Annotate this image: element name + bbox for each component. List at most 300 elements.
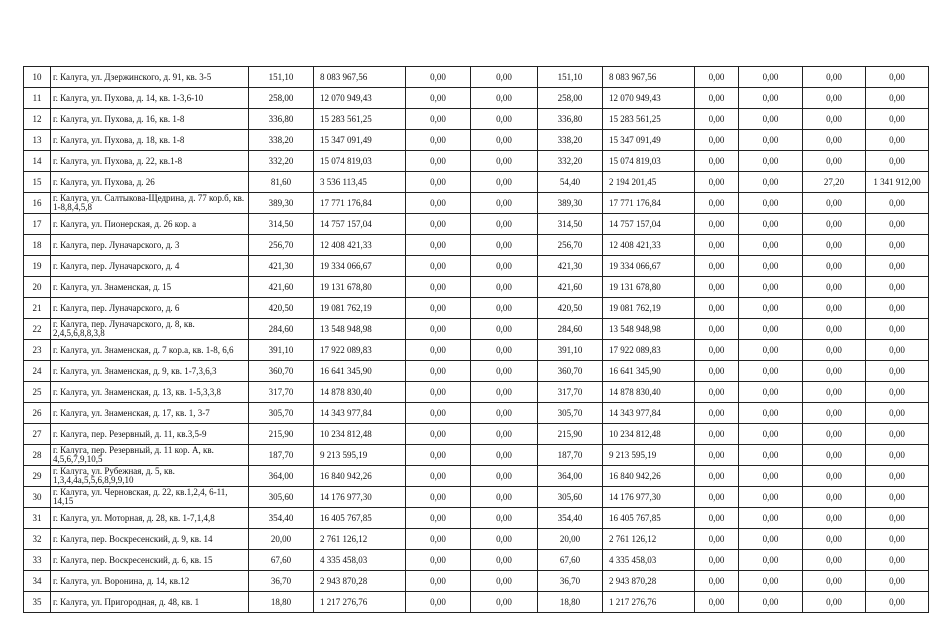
value-cell: 0,00 (695, 508, 739, 529)
address-cell: г. Калуга, пер. Резервный, д. 11, кв.3,5-9 (51, 424, 249, 445)
row-number: 23 (24, 340, 51, 361)
value-cell: 0,00 (739, 193, 803, 214)
value-cell: 0,00 (471, 235, 538, 256)
value-cell: 0,00 (866, 235, 929, 256)
value-cell: 0,00 (866, 88, 929, 109)
cost-total-cell: 15 074 819,03 (314, 151, 406, 172)
cost-total-cell: 12 070 949,43 (314, 88, 406, 109)
value-cell: 0,00 (695, 424, 739, 445)
area-total-cell: 305,60 (249, 487, 314, 508)
value-cell: 0,00 (695, 130, 739, 151)
value-cell: 0,00 (803, 403, 866, 424)
value-cell: 0,00 (471, 109, 538, 130)
table-row (24, 172, 929, 193)
row-number: 16 (24, 193, 51, 214)
value-cell: 0,00 (471, 529, 538, 550)
value-cell: 0,00 (803, 151, 866, 172)
table-row (24, 88, 929, 109)
value-cell: 0,00 (739, 151, 803, 172)
table-row (24, 382, 929, 403)
row-number: 35 (24, 592, 51, 613)
value-cell: 0,00 (803, 298, 866, 319)
cost-total-cell: 19 131 678,80 (314, 277, 406, 298)
area-total-cell: 314,50 (249, 214, 314, 235)
value-cell: 0,00 (803, 319, 866, 340)
cost-total-cell: 9 213 595,19 (314, 445, 406, 466)
value-cell: 0,00 (695, 319, 739, 340)
value-cell: 0,00 (866, 214, 929, 235)
address-cell: г. Калуга, ул. Знаменская, д. 13, кв. 1-5,3,3,8 (51, 382, 249, 403)
value-cell: 0,00 (695, 487, 739, 508)
value-cell: 0,00 (866, 508, 929, 529)
value-cell: 0,00 (739, 319, 803, 340)
row-number: 12 (24, 109, 51, 130)
value-cell: 0,00 (739, 424, 803, 445)
cost-cell: 16 840 942,26 (603, 466, 695, 487)
area-cell: 364,00 (538, 466, 603, 487)
area-total-cell: 421,30 (249, 256, 314, 277)
value-cell: 0,00 (471, 403, 538, 424)
value-cell: 0,00 (471, 571, 538, 592)
address-cell: г. Калуга, ул. Пухова, д. 16, кв. 1-8 (51, 109, 249, 130)
value-cell: 0,00 (803, 466, 866, 487)
row-number: 15 (24, 172, 51, 193)
row-number: 22 (24, 319, 51, 340)
value-cell: 0,00 (866, 403, 929, 424)
row-number: 17 (24, 214, 51, 235)
row-number: 26 (24, 403, 51, 424)
area-cell: 421,60 (538, 277, 603, 298)
value-cell: 0,00 (695, 67, 739, 88)
value-cell: 0,00 (695, 571, 739, 592)
value-cell: 0,00 (471, 445, 538, 466)
value-cell: 0,00 (803, 256, 866, 277)
area-cell: 332,20 (538, 151, 603, 172)
value-cell: 0,00 (739, 382, 803, 403)
value-cell: 0,00 (695, 277, 739, 298)
value-cell: 0,00 (471, 508, 538, 529)
area-total-cell: 81,60 (249, 172, 314, 193)
address-cell: г. Калуга, ул. Пухова, д. 14, кв. 1-3,6-10 (51, 88, 249, 109)
cost-total-cell: 17 771 176,84 (314, 193, 406, 214)
cost-total-cell: 14 176 977,30 (314, 487, 406, 508)
area-total-cell: 187,70 (249, 445, 314, 466)
cost-total-cell: 1 217 276,76 (314, 592, 406, 613)
address-cell: г. Калуга, пер. Луначарского, д. 3 (51, 235, 249, 256)
cost-cell: 15 283 561,25 (603, 109, 695, 130)
area-total-cell: 354,40 (249, 508, 314, 529)
cost-cell: 9 213 595,19 (603, 445, 695, 466)
cost-cell: 19 081 762,19 (603, 298, 695, 319)
cost-total-cell: 15 283 561,25 (314, 109, 406, 130)
cost-cell: 19 131 678,80 (603, 277, 695, 298)
area-cell: 336,80 (538, 109, 603, 130)
value-cell: 0,00 (739, 109, 803, 130)
value-cell: 0,00 (866, 382, 929, 403)
row-number: 11 (24, 88, 51, 109)
value-cell: 0,00 (406, 571, 471, 592)
value-cell: 0,00 (866, 193, 929, 214)
cost-total-cell: 14 343 977,84 (314, 403, 406, 424)
area-total-cell: 338,20 (249, 130, 314, 151)
address-cell: г. Калуга, пер. Луначарского, д. 6 (51, 298, 249, 319)
value-cell: 0,00 (406, 403, 471, 424)
value-cell: 0,00 (739, 130, 803, 151)
cost-total-cell: 2 761 126,12 (314, 529, 406, 550)
cost-cell: 17 771 176,84 (603, 193, 695, 214)
value-cell: 0,00 (406, 214, 471, 235)
value-cell: 0,00 (803, 67, 866, 88)
value-cell: 0,00 (803, 193, 866, 214)
value-cell: 27,20 (803, 172, 866, 193)
address-cell: г. Калуга, ул. Пионерская, д. 26 кор. а (51, 214, 249, 235)
cost-total-cell: 17 922 089,83 (314, 340, 406, 361)
value-cell: 0,00 (695, 235, 739, 256)
area-cell: 215,90 (538, 424, 603, 445)
value-cell: 0,00 (695, 445, 739, 466)
value-cell: 0,00 (471, 151, 538, 172)
value-cell: 0,00 (866, 487, 929, 508)
value-cell: 0,00 (695, 151, 739, 172)
value-cell: 0,00 (739, 466, 803, 487)
table-row (24, 256, 929, 277)
value-cell: 0,00 (866, 445, 929, 466)
value-cell: 0,00 (803, 340, 866, 361)
cost-total-cell: 16 405 767,85 (314, 508, 406, 529)
value-cell: 0,00 (406, 256, 471, 277)
table-row (24, 487, 929, 508)
area-cell: 338,20 (538, 130, 603, 151)
value-cell: 0,00 (695, 256, 739, 277)
row-number: 14 (24, 151, 51, 172)
value-cell: 0,00 (406, 172, 471, 193)
address-cell: г. Калуга, ул. Знаменская, д. 17, кв. 1, 3-7 (51, 403, 249, 424)
cost-total-cell: 16 840 942,26 (314, 466, 406, 487)
table-row (24, 508, 929, 529)
area-total-cell: 420,50 (249, 298, 314, 319)
value-cell: 0,00 (471, 382, 538, 403)
address-cell: г. Калуга, ул. Знаменская, д. 7 кор.а, кв. 1-8, 6,6 (51, 340, 249, 361)
area-total-cell: 36,70 (249, 571, 314, 592)
row-number: 19 (24, 256, 51, 277)
value-cell: 0,00 (739, 172, 803, 193)
area-cell: 20,00 (538, 529, 603, 550)
address-cell: г. Калуга, ул. Знаменская, д. 15 (51, 277, 249, 298)
area-total-cell: 258,00 (249, 88, 314, 109)
row-number: 10 (24, 67, 51, 88)
address-cell: г. Калуга, пер. Воскресенский, д. 6, кв. 15 (51, 550, 249, 571)
value-cell: 0,00 (471, 298, 538, 319)
table-row (24, 529, 929, 550)
value-cell: 0,00 (406, 109, 471, 130)
value-cell: 0,00 (866, 340, 929, 361)
value-cell: 0,00 (471, 487, 538, 508)
value-cell: 0,00 (406, 130, 471, 151)
area-cell: 421,30 (538, 256, 603, 277)
table-row (24, 445, 929, 466)
cost-cell: 2 194 201,45 (603, 172, 695, 193)
table-row (24, 235, 929, 256)
cost-cell: 12 408 421,33 (603, 235, 695, 256)
area-total-cell: 336,80 (249, 109, 314, 130)
value-cell: 0,00 (803, 592, 866, 613)
cost-cell: 1 217 276,76 (603, 592, 695, 613)
table-row (24, 424, 929, 445)
area-cell: 258,00 (538, 88, 603, 109)
value-cell: 0,00 (803, 88, 866, 109)
cost-total-cell: 8 083 967,56 (314, 67, 406, 88)
cost-total-cell: 12 408 421,33 (314, 235, 406, 256)
cost-cell: 10 234 812,48 (603, 424, 695, 445)
row-number: 30 (24, 487, 51, 508)
row-number: 18 (24, 235, 51, 256)
value-cell: 0,00 (471, 592, 538, 613)
value-cell: 0,00 (406, 88, 471, 109)
value-cell: 0,00 (695, 466, 739, 487)
value-cell: 0,00 (406, 361, 471, 382)
value-cell: 0,00 (866, 529, 929, 550)
value-cell: 0,00 (739, 256, 803, 277)
row-number: 13 (24, 130, 51, 151)
address-cell: г. Калуга, ул. Пухова, д. 18, кв. 1-8 (51, 130, 249, 151)
area-total-cell: 391,10 (249, 340, 314, 361)
table-row (24, 403, 929, 424)
table-row (24, 67, 929, 88)
table-row (24, 298, 929, 319)
table-row (24, 550, 929, 571)
cost-total-cell: 10 234 812,48 (314, 424, 406, 445)
table-row (24, 466, 929, 487)
address-cell: г. Калуга, ул. Знаменская, д. 9, кв. 1-7,3,6,3 (51, 361, 249, 382)
value-cell: 0,00 (803, 571, 866, 592)
value-cell: 0,00 (406, 277, 471, 298)
value-cell: 0,00 (406, 466, 471, 487)
address-cell: г. Калуга, ул. Пухова, д. 22, кв.1-8 (51, 151, 249, 172)
cost-cell: 4 335 458,03 (603, 550, 695, 571)
value-cell: 0,00 (866, 550, 929, 571)
table-row (24, 340, 929, 361)
cost-total-cell: 14 757 157,04 (314, 214, 406, 235)
value-cell: 0,00 (803, 529, 866, 550)
address-cell: г. Калуга, ул. Воронина, д. 14, кв.12 (51, 571, 249, 592)
cost-cell: 14 878 830,40 (603, 382, 695, 403)
area-cell: 391,10 (538, 340, 603, 361)
value-cell: 0,00 (471, 193, 538, 214)
area-total-cell: 256,70 (249, 235, 314, 256)
area-cell: 67,60 (538, 550, 603, 571)
value-cell: 0,00 (739, 361, 803, 382)
value-cell: 0,00 (866, 298, 929, 319)
value-cell: 0,00 (739, 529, 803, 550)
cost-cell: 17 922 089,83 (603, 340, 695, 361)
value-cell: 0,00 (866, 130, 929, 151)
value-cell: 0,00 (695, 88, 739, 109)
value-cell: 0,00 (695, 361, 739, 382)
value-cell: 0,00 (866, 592, 929, 613)
value-cell: 0,00 (739, 592, 803, 613)
area-cell: 314,50 (538, 214, 603, 235)
area-total-cell: 20,00 (249, 529, 314, 550)
value-cell: 0,00 (803, 382, 866, 403)
row-number: 24 (24, 361, 51, 382)
row-number: 25 (24, 382, 51, 403)
value-cell: 0,00 (739, 487, 803, 508)
address-cell: г. Калуга, ул. Моторная, д. 28, кв. 1-7,1,4,8 (51, 508, 249, 529)
value-cell: 0,00 (803, 508, 866, 529)
cost-total-cell: 14 878 830,40 (314, 382, 406, 403)
value-cell: 0,00 (803, 550, 866, 571)
row-number: 27 (24, 424, 51, 445)
area-cell: 36,70 (538, 571, 603, 592)
value-cell: 0,00 (406, 592, 471, 613)
cost-cell: 14 343 977,84 (603, 403, 695, 424)
value-cell: 0,00 (803, 445, 866, 466)
area-cell: 187,70 (538, 445, 603, 466)
cost-total-cell: 19 334 066,67 (314, 256, 406, 277)
row-number: 28 (24, 445, 51, 466)
value-cell: 0,00 (406, 487, 471, 508)
value-cell: 0,00 (739, 403, 803, 424)
cost-cell: 16 641 345,90 (603, 361, 695, 382)
value-cell: 0,00 (406, 529, 471, 550)
value-cell: 0,00 (695, 550, 739, 571)
value-cell: 0,00 (471, 214, 538, 235)
area-cell: 360,70 (538, 361, 603, 382)
value-cell: 0,00 (471, 172, 538, 193)
value-cell: 0,00 (471, 67, 538, 88)
cost-cell: 13 548 948,98 (603, 319, 695, 340)
area-total-cell: 389,30 (249, 193, 314, 214)
row-number: 33 (24, 550, 51, 571)
value-cell: 0,00 (471, 130, 538, 151)
table-row (24, 109, 929, 130)
housing-table (23, 66, 929, 613)
cost-cell: 14 757 157,04 (603, 214, 695, 235)
address-cell: г. Калуга, пер. Луначарского, д. 8, кв. 2,4,5,6,8,8,3,8 (51, 319, 249, 340)
value-cell: 0,00 (406, 67, 471, 88)
address-cell: г. Калуга, ул. Дзержинского, д. 91, кв. 3-5 (51, 67, 249, 88)
area-cell: 420,50 (538, 298, 603, 319)
area-total-cell: 332,20 (249, 151, 314, 172)
address-cell: г. Калуга, ул. Пригородная, д. 48, кв. 1 (51, 592, 249, 613)
value-cell: 0,00 (803, 277, 866, 298)
cost-cell: 12 070 949,43 (603, 88, 695, 109)
table-row (24, 151, 929, 172)
value-cell: 0,00 (471, 466, 538, 487)
value-cell: 0,00 (406, 424, 471, 445)
value-cell: 0,00 (739, 571, 803, 592)
value-cell: 0,00 (695, 382, 739, 403)
cost-cell: 2 943 870,28 (603, 571, 695, 592)
table-row (24, 193, 929, 214)
area-cell: 54,40 (538, 172, 603, 193)
value-cell: 0,00 (406, 550, 471, 571)
value-cell: 0,00 (406, 298, 471, 319)
cost-cell: 16 405 767,85 (603, 508, 695, 529)
cost-cell: 15 347 091,49 (603, 130, 695, 151)
value-cell: 0,00 (739, 550, 803, 571)
area-total-cell: 317,70 (249, 382, 314, 403)
area-total-cell: 360,70 (249, 361, 314, 382)
row-number: 29 (24, 466, 51, 487)
row-number: 21 (24, 298, 51, 319)
value-cell: 0,00 (866, 277, 929, 298)
value-cell: 0,00 (866, 256, 929, 277)
value-cell: 0,00 (866, 466, 929, 487)
table-row (24, 214, 929, 235)
area-total-cell: 421,60 (249, 277, 314, 298)
value-cell: 0,00 (803, 130, 866, 151)
value-cell: 0,00 (739, 214, 803, 235)
value-cell: 0,00 (803, 214, 866, 235)
value-cell: 0,00 (406, 193, 471, 214)
area-total-cell: 18,80 (249, 592, 314, 613)
address-cell: г. Калуга, ул. Черновская, д. 22, кв.1,2,4, 6-11, 14,15 (51, 487, 249, 508)
row-number: 32 (24, 529, 51, 550)
value-cell: 0,00 (695, 172, 739, 193)
value-cell: 0,00 (406, 340, 471, 361)
cost-total-cell: 4 335 458,03 (314, 550, 406, 571)
table-row (24, 277, 929, 298)
value-cell: 0,00 (406, 382, 471, 403)
table-row (24, 571, 929, 592)
value-cell: 0,00 (695, 193, 739, 214)
value-cell: 0,00 (803, 235, 866, 256)
value-cell: 0,00 (866, 319, 929, 340)
cost-cell: 14 176 977,30 (603, 487, 695, 508)
value-cell: 0,00 (695, 529, 739, 550)
area-cell: 317,70 (538, 382, 603, 403)
cost-total-cell: 13 548 948,98 (314, 319, 406, 340)
cost-cell: 15 074 819,03 (603, 151, 695, 172)
area-cell: 354,40 (538, 508, 603, 529)
area-total-cell: 67,60 (249, 550, 314, 571)
value-cell: 0,00 (866, 67, 929, 88)
value-cell: 0,00 (739, 298, 803, 319)
table-row (24, 130, 929, 151)
value-cell: 0,00 (803, 424, 866, 445)
value-cell: 0,00 (695, 214, 739, 235)
row-number: 31 (24, 508, 51, 529)
value-cell: 0,00 (739, 88, 803, 109)
value-cell: 0,00 (803, 487, 866, 508)
value-cell: 0,00 (471, 319, 538, 340)
value-cell: 0,00 (406, 319, 471, 340)
value-cell: 0,00 (695, 592, 739, 613)
value-cell: 0,00 (695, 298, 739, 319)
value-cell: 0,00 (739, 445, 803, 466)
address-cell: г. Калуга, ул. Салтыкова-Щедрина, д. 77 кор.б, кв. 1-8,8,4,5,8 (51, 193, 249, 214)
address-cell: г. Калуга, ул. Пухова, д. 26 (51, 172, 249, 193)
value-cell: 0,00 (471, 256, 538, 277)
value-cell: 0,00 (866, 361, 929, 382)
cost-total-cell: 2 943 870,28 (314, 571, 406, 592)
area-cell: 151,10 (538, 67, 603, 88)
cost-total-cell: 15 347 091,49 (314, 130, 406, 151)
value-cell: 0,00 (406, 235, 471, 256)
address-cell: г. Калуга, пер. Воскресенский, д. 9, кв. 14 (51, 529, 249, 550)
area-cell: 305,70 (538, 403, 603, 424)
cost-cell: 2 761 126,12 (603, 529, 695, 550)
area-total-cell: 215,90 (249, 424, 314, 445)
area-cell: 256,70 (538, 235, 603, 256)
address-cell: г. Калуга, пер. Резервный, д. 11 кор. А, кв. 4,5,6,7,9,10,5 (51, 445, 249, 466)
row-number: 20 (24, 277, 51, 298)
value-cell: 0,00 (406, 445, 471, 466)
area-total-cell: 284,60 (249, 319, 314, 340)
value-cell: 0,00 (471, 361, 538, 382)
cost-total-cell: 16 641 345,90 (314, 361, 406, 382)
